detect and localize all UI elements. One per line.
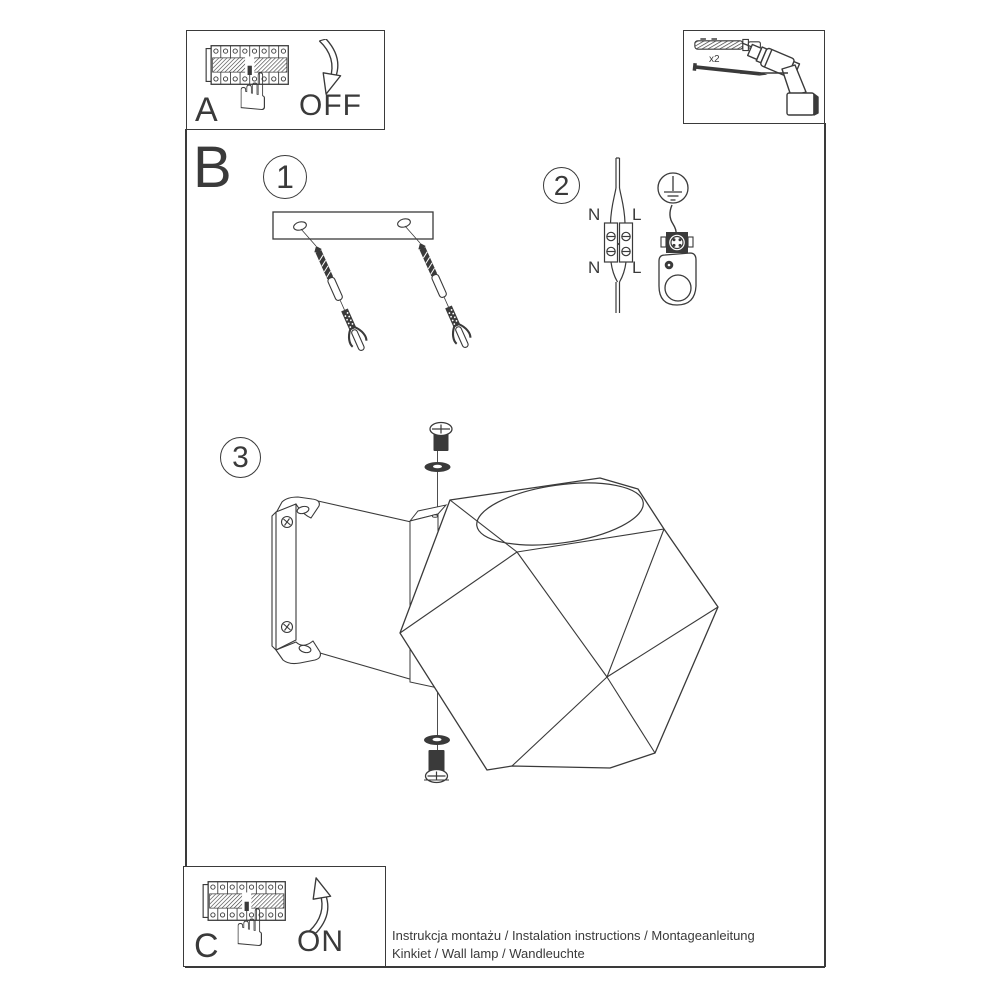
ground-terminal-icon xyxy=(659,232,696,305)
ground-symbol-icon xyxy=(658,173,688,234)
frame-b-left-border xyxy=(185,129,187,967)
step-2-badge xyxy=(543,167,580,204)
step-1-badge xyxy=(263,155,307,199)
step-1-number: 1 xyxy=(276,158,294,195)
step-2-wiring-diagram xyxy=(583,155,708,315)
top-washer xyxy=(425,462,451,472)
wire-label-n-top: N xyxy=(588,205,601,224)
bottom-washer xyxy=(424,735,450,745)
pointing-hand-icon: ☝ xyxy=(234,899,266,959)
tools-box xyxy=(683,30,825,124)
top-screw xyxy=(430,423,452,452)
step-2-number: 2 xyxy=(553,169,570,201)
bottom-screw xyxy=(424,750,449,783)
panel-a-box xyxy=(186,30,385,130)
lamp-shade xyxy=(400,474,718,770)
wall-bracket xyxy=(272,497,420,682)
step-1-rail-diagram xyxy=(270,206,475,371)
section-b-label: B xyxy=(193,135,232,200)
panel-c-box xyxy=(183,866,386,967)
footer xyxy=(392,927,755,963)
wire-label-n-bottom: N xyxy=(588,258,601,277)
pointing-hand-icon: ☝ xyxy=(237,63,269,123)
drill-icon xyxy=(740,33,826,125)
wire-label-l-bottom: L xyxy=(632,258,642,277)
step-3-lamp-assembly-diagram xyxy=(265,402,745,800)
wire-label-l-top: L xyxy=(632,205,642,224)
footer-title-line: Instrukcja montażu / Instalation instructions / Montageanleitung xyxy=(392,928,755,943)
step-3-number: 3 xyxy=(232,440,249,474)
power-off-label: OFF xyxy=(299,89,362,122)
panel-c-label: C xyxy=(194,927,219,965)
footer-product-line: Kinkiet / Wall lamp / Wandleuchte xyxy=(392,946,585,961)
panel-a-label: A xyxy=(195,91,218,129)
power-on-label: ON xyxy=(297,925,344,958)
frame-b-right-border xyxy=(824,123,826,967)
step-3-badge xyxy=(220,437,261,478)
plug-quantity-label: x2 xyxy=(709,54,720,65)
